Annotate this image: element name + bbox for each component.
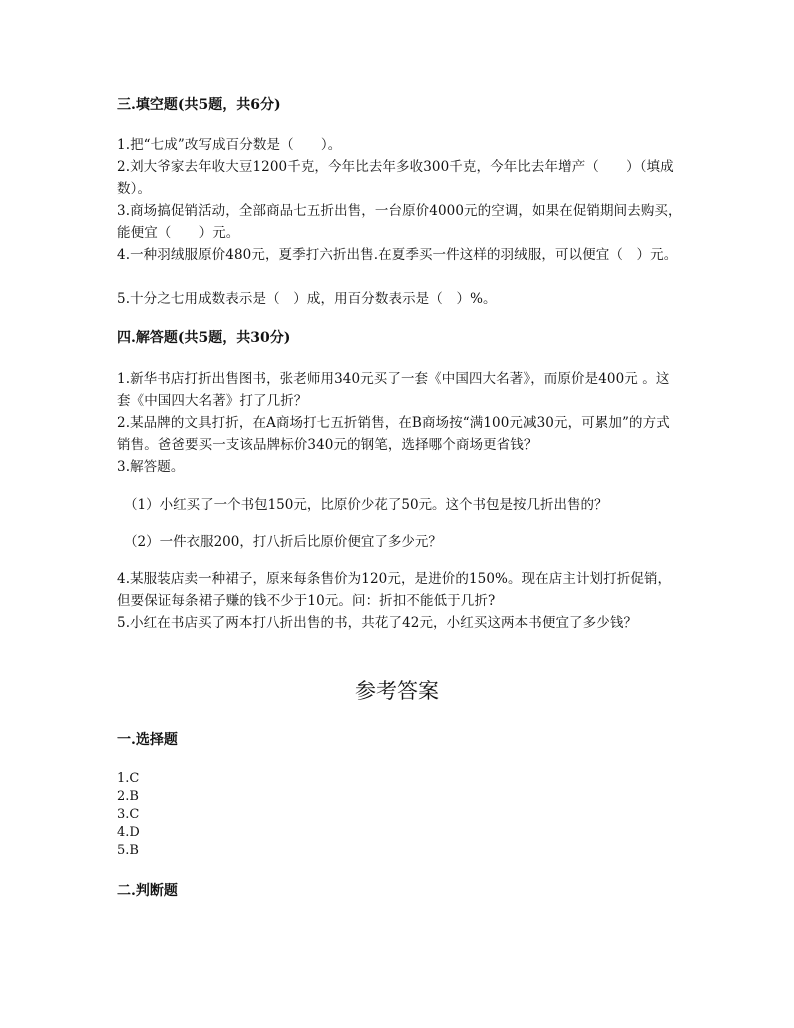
solve-question-5: 5.小红在书店买了两本打八折出售的书，共花了42元，小红买这两本书便宜了多少钱？ [117, 615, 638, 631]
answer-item-5: 5.B [117, 843, 139, 858]
solve-question-1: 1.新华书店打折出售图书，张老师用340元买了一套《中国四大名著》，而原价是400元 。这套《中国四大名著》打了几折？ [117, 371, 670, 409]
solve-question-3: 3.解答题。 [117, 459, 185, 475]
answer-item-3: 3.C [117, 807, 140, 822]
answer-item-1: 1.C [117, 771, 140, 786]
fill-question-4: 4.一种羽绒服原价480元，夏季打六折出售.在夏季买一件这样的羽绒服，可以便宜（ ）元。 [117, 247, 678, 263]
section-4-heading: 四.解答题(共5题，共30分) [117, 330, 291, 346]
solve-question-3-part-2: （2）一件衣服200，打八折后比原价便宜了多少元？ [124, 534, 442, 550]
answer-section-1-heading: 一.选择题 [117, 732, 178, 748]
fill-question-3: 3.商场搞促销活动，全部商品七五折出售，一台原价4000元的空调，如果在促销期间去购买，能便宜（ ）元。 [117, 203, 682, 241]
answer-item-2: 2.B [117, 789, 139, 804]
answer-title: 参考答案 [355, 679, 439, 703]
fill-question-5: 5.十分之七用成数表示是（ ）成，用百分数表示是（ ）%。 [117, 291, 497, 307]
solve-question-4: 4.某服装店卖一种裙子，原来每条售价为120元，是进价的150%。现在店主计划打折促销，但要保证每条裙子赚的钱不少于10元。问：折扣不能低于几折? [117, 571, 672, 609]
answer-item-4: 4.D [117, 825, 140, 840]
solve-question-3-part-1: （1）小红买了一个书包150元，比原价少花了50元。这个书包是按几折出售的？ [124, 497, 608, 513]
fill-question-1: 1.把“七成”改写成百分数是（ ）。 [117, 137, 342, 153]
answer-section-2-heading: 二.判断题 [117, 883, 178, 899]
solve-question-2: 2.某品牌的文具打折，在A商场打七五折销售，在B商场按“满100元减30元，可累加”的方式销售。爸爸要买一支该品牌标价340元的钢笔，选择哪个商场更省钱？ [117, 415, 670, 453]
section-3-heading: 三.填空题(共5题，共6分) [117, 97, 281, 113]
fill-question-2: 2.刘大爷家去年收大豆1200千克，今年比去年多收300千克，今年比去年增产（ ）（填成数）。 [117, 159, 674, 197]
